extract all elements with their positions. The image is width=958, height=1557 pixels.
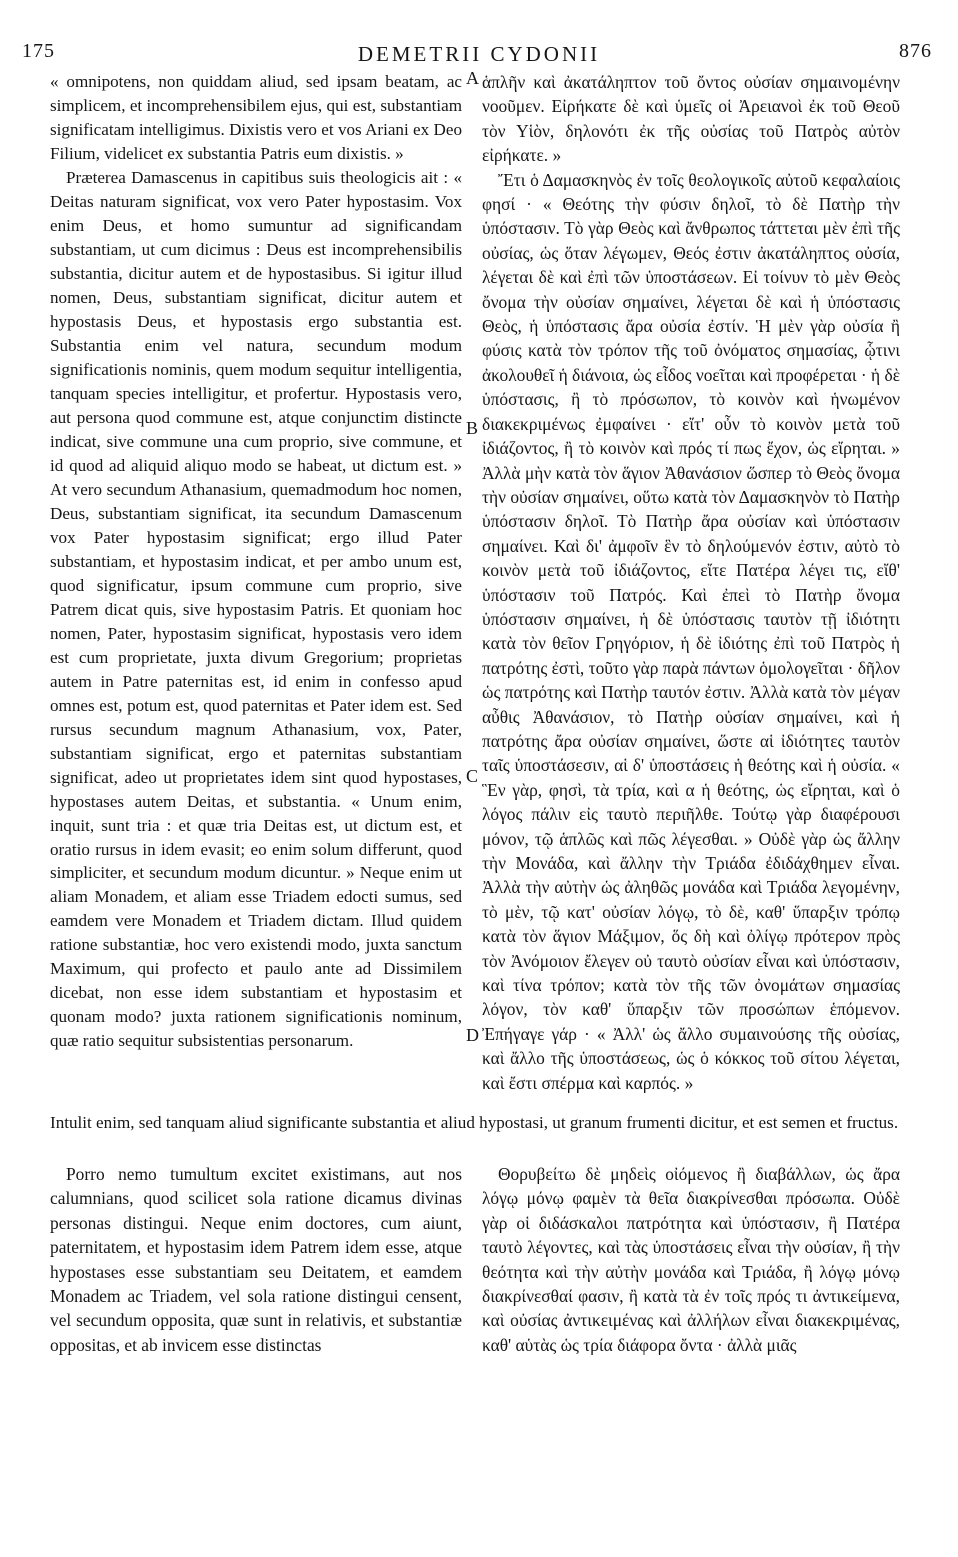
latin-paragraph: « omnipotens, non quiddam aliud, sed ipsam beatam, ac simplicem, et incomprehensibilem ejus, qui est, substantiam significatam intelligimus. Dixistis vero et vos Ariani ex Deo Filium, videlicet ex substantia Patris eum dixistis. » xyxy=(50,72,462,163)
latin-column-top xyxy=(50,70,462,1053)
running-header xyxy=(0,40,958,70)
greek-column-top xyxy=(482,70,900,1095)
margin-letter-c: C xyxy=(466,766,479,786)
page-number-right: 876 xyxy=(899,40,932,62)
latin-column-bottom xyxy=(50,1162,462,1357)
greek-column-bottom xyxy=(482,1162,900,1357)
latin-continuation: Intulit enim, sed tanquam aliud significante substantia et aliud hypostasi, ut granum frumenti dicitur, et est semen et fructus. xyxy=(50,1113,899,1132)
running-title: DEMETRII CYDONII xyxy=(357,42,601,66)
greek-paragraph: Θορυβείτω δὲ μηδεὶς οἰόμενος ἢ διαβάλλων, ὡς ἄρα λόγῳ μόνῳ φαμὲν τὰ θεῖα διακρίνεσθαι πρόσωπα. Οὐδὲ γὰρ οἱ διδάσκαλοι πατρότητα καὶ ὑπόστασιν, ἢ Πατέρα ταυτὸ λέγοντες, καὶ τὰς ὑποστάσεις εἶναι τὴν οὐσίαν, ἢ τὴν θεότητα καὶ τὴν αὐτὴν μονάδα καὶ Τριάδα, ἢ λόγῳ μόνῳ διακρίνεσθαί φασιν, ἢ κατὰ τὰ ἐν τοῖς πρός τι ἀντικείμενα, καὶ οὐσίας ἀντικειμένας καὶ ἀλλήλων εἶναι διακεκριμένας, καθ' αὑτὰς ὡς τρία διάφορα ὄντα · ἀλλὰ μιᾶς xyxy=(482,1164,900,1355)
latin-paragraph: Porro nemo tumultum excitet existimans, aut nos calumnians, quod scilicet sola ratione dicamus divinas personas distingui. Neque enim doctores, cum aiunt, paternitatem, et hypostasim idem Patrem idem esse, atque hypostases esse substantiam seu Deitatem, et eamdem Monadem ac Triadem, vel sola ratione distingui censent, vel secundum opposita, quæ sunt in relativis, et substantiæ oppositas, et ab invicem esse distinctas xyxy=(50,1164,462,1355)
margin-letter-d: D xyxy=(466,1025,479,1045)
latin-paragraph: Præterea Damascenus in capitibus suis theologicis ait : « Deitas naturam significat, vox vero Pater hypostasim. Vox enim Deus, et homo sumuntur ad significandam substantiam, ut cum dicimus : Deus est incomprehensibilis substantia, dicitur autem et de hypostasibus. Si igitur illud nomen, Deus, substantiam significat, dicitur autem et hypostasis Deus, et hypostasis ergo substantia est. Substantia enim vel natura, secundum modum significationis nominis, quem modum sequitur intelligentia, tanquam species intelligitur, et profertur. Hypostasis vero, aut persona quod commune est, atque conjunctim distincte indicat, sive commune una cum proprio, sive commune, et id quod ad aliquid aliquo modo se habeat, ut dictum est. » At vero secundum Athanasium, quemadmodum hoc nomen, Deus, substantiam significat, ita secundum Damascenum vox Pater hypostasim significat; ergo illud Pater substantiam, et hypostasim indicat, et per ambo unum est, quod significatur, ipsum commune cum proprio, sive Patrem dicat quis, sive hypostasim Patris. Et quoniam hoc nomen, Pater, hypostasim significat, hypostasis vero idem est cum proprietate, juxta divum Gregorium; proprietas autem in Patre paternitas est, id enim in confesso apud omnes est, potum est, quod paternitas et Pater idem est. Sed rursus secundum magnum Athanasium, vox, Pater, substantiam significat, ergo et paternitas substantiam significat, adeo ut proprietates idem sint quod hypostases, hypostases autem Deitas, et substantia. « Unum enim, inquit, sunt tria : et quæ tria Deitas est, ut dictum est, et oratio rursus in idem evasit; eo enim solum differunt, quod simpliciter, et secundum modum dicuntur. » Neque enim ut aliam Monadem, et aliam esse Triadem edocti sumus, sed eamdem vere Monadem et Triadem dictam. Illud quidem ratione substantiæ, hoc vero existendi modo, juxta sanctum Maximum, qui profecto et paulo ante ad Dissimilem dicebat, non esse idem substantiam et hypostasim et quonam modo? juxta rationem significationis nominum, quæ ratio sequitur subsistentias personarum. xyxy=(50,167,462,1051)
margin-letter-a: A xyxy=(466,68,479,88)
greek-paragraph: Ἔτι ὁ Δαμασκηνὸς ἐν τοῖς θεολογικοῖς αὐτοῦ κεφαλαίοις φησί · « Θεότης τὴν φύσιν δηλοῖ, τὸ δὲ Πατὴρ τὴν ὑπόστασιν. Τὸ γὰρ Θεὸς καὶ ἄνθρωπος τάττεται μὲν ἐπὶ τῆς οὐσίας, ὡς ὅταν λέγωμεν, Θεός ἐστιν ἀκατάληπτος οὐσία, λέγεται δὲ καὶ ἐπὶ τῶν ὑποστάσεων. Εἰ τοίνυν τὸ μὲν Θεὸς ὄνομα τὴν οὐσίαν σημαίνει, λέγεται δὲ καὶ ἡ ὑπόστασις Θεὸς, ἡ ὑπόστασις ἄρα οὐσία ἐστίν. Ἡ μὲν γὰρ οὐσία ἢ φύσις κατὰ τὸν τρόπον τῆς τοῦ ὀνόματος σημασίας, ᾧτινι ἀκολουθεῖ ἡ διάνοια, ὡς εἶδος νοεῖται καὶ προφέρεται · ἡ δὲ ὑπόστασις, ἢ τὸ πρόσωπον, τὸ κοινὸν καὶ ἡνωμένον διακεκριμένως ἐμφαίνει · εἴτ' οὖν τὸ κοινὸν μετὰ τοῦ ἰδιάζοντος, ἢ τὸ κοινὸν καὶ πρός τί πως ἔχον, ὡς εἴρηται. » Ἀλλὰ μὴν κατὰ τὸν ἅγιον Ἀθανάσιον ὥσπερ τὸ Θεὸς ὄνομα τὴν οὐσίαν σημαίνει, οὕτω κατὰ τὸν Δαμασκηνὸν τὸ Πατὴρ ὑπόστασιν δηλοῖ. Τὸ Πατὴρ ἄρα οὐσίαν καὶ ὑπόστασιν σημαίνει. Καὶ δι' ἀμφοῖν ἓν τὸ δηλούμενόν ἐστιν, αὐτὸ τὸ κοινὸν μετὰ τοῦ ἰδιάζοντος, εἴτε Πατέρα λέγει τις, εἴθ' ὑπόστασιν τοῦ Πατρός. Καὶ ἐπεὶ τὸ Πατὴρ ὄνομα ὑπόστασιν σημαίνει, ἡ δὲ ὑπόστασις ταυτὸν τῇ ἰδιότητι κατὰ τὸν θεῖον Γρηγόριον, ἡ δὲ ἰδιότης ἐπὶ τοῦ Πατρὸς ἡ πατρότης ἐστὶ, τοῦτο γὰρ παρὰ πάντων ὁμολογεῖται · δῆλον ὡς πατρότης καὶ Πατὴρ ταυτόν ἐστιν. Ἀλλὰ κατὰ τὸν μέγαν αὖθις Ἀθανάσιον, τὸ Πατὴρ οὐσίαν σημαίνει, καὶ ἡ πατρότης ἄρα οὐσίαν σημαίνει, ὥστε αἱ ἰδιότητες ταυτὸν ταῖς ὑποστάσεσιν, αἱ δ' ὑποστάσεις ἡ θεότης καὶ ἡ οὐσία. « Ἓν γὰρ, φησὶ, τὰ τρία, καὶ α ἡ θεότης, ὡς εἴρηται, καὶ ὁ λόγος πάλιν εἰς ταυτὸ περιῆλθε. Τούτῳ γὰρ διαφέρουσι μόνον, τῷ ἁπλῶς καὶ πῶς λέγεσθαι. » Οὐδὲ γὰρ ὡς ἄλλην τὴν Μονάδα, καὶ ἄλλην τὴν Τριάδα ἐδιδάχθημεν εἶναι. Ἀλλὰ τὴν αὐτὴν ὡς ἀληθῶς μονάδα καὶ Τριάδα λεγομένην, τὸ μὲν, τῷ κατ' οὐσίαν λόγῳ, τὸ δὲ, καθ' ὕπαρξιν τρόπῳ κατὰ τὸν ἅγιον Μάξιμον, ὅς δὴ καὶ ὀλίγῳ πρότερον πρὸς τὸν Ἀνόμοιον ἔλεγεν οὐ ταυτὸ οὐσίαν εἶναι καὶ ὑπόστασιν, καὶ τίνα τρόπον; κατὰ τὸν τῆς τῶν ὀνομάτων σημασίας λόγον, τὸν καθ' ὕπαρξιν τῶν προσώπων ἑπόμενον. Ἐπήγαγε γάρ · « Ἀλλ' ὡς ἄλλο συμαινούσης τῆς οὐσίας, καὶ ἄλλο τῆς ὑποστάσεως, ὡς ὁ κόκκος τοῦ σίτου λέγεται, καὶ ἔστι σπέρμα καὶ καρπός. » xyxy=(482,169,900,1093)
greek-paragraph: ἁπλῆν καὶ ἀκατάληπτον τοῦ ὄντος οὐσίαν σημαινομένην νοοῦμεν. Εἰρήκατε δὲ καὶ ὑμεῖς οἱ Ἀρειανοὶ ἐκ τοῦ Θεοῦ τὸν Υἱὸν, δηλονότι ἐκ τῆς οὐσίας τοῦ Πατρὸς αὐτὸν εἰρήκατε. » xyxy=(482,72,900,166)
page-number-left: 175 xyxy=(22,40,55,62)
latin-full-width-line xyxy=(50,1111,902,1135)
margin-letter-b: B xyxy=(466,418,479,438)
